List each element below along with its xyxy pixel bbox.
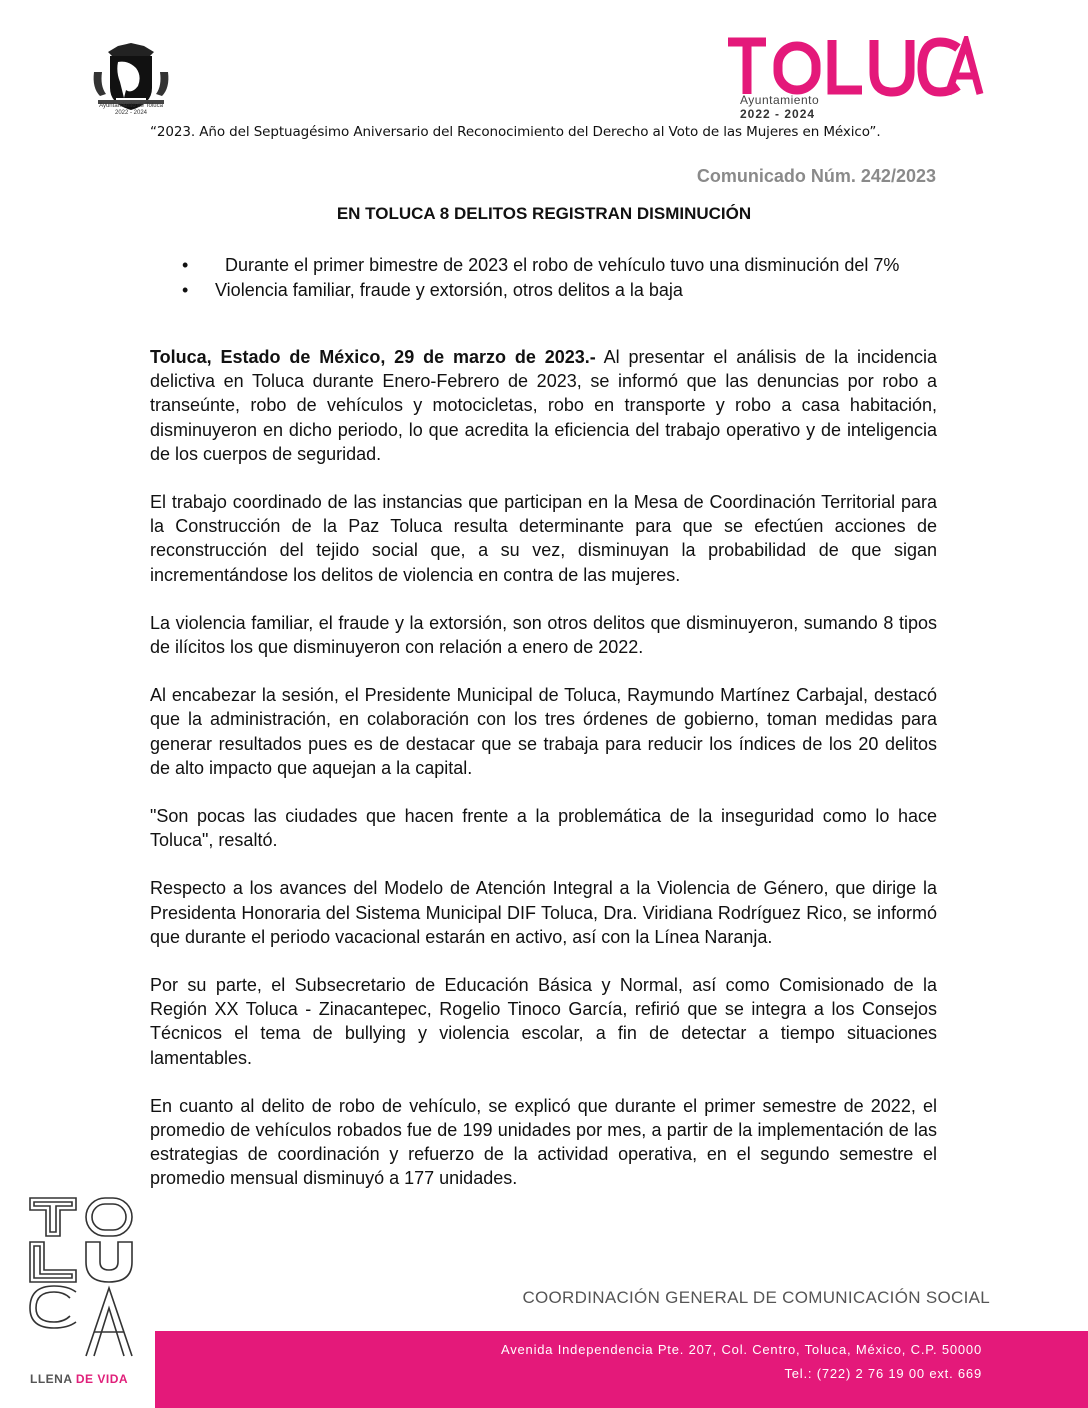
toluca-logo xyxy=(722,36,984,98)
bullet-list xyxy=(150,254,940,304)
communique-number: Comunicado Núm. 242/2023 xyxy=(696,166,936,186)
ayuntamiento-years: 2022 - 2024 xyxy=(740,107,816,121)
bullet-item: • Durante el primer bimestre de 2023 el robo de vehículo tuvo una disminución del 7% xyxy=(150,254,940,276)
year-motto: “2023. Año del Septuagésimo Aniversario del Reconocimiento del Derecho al Voto de las Mujeres en México”. xyxy=(150,124,881,140)
toluca-side-logo xyxy=(28,1196,136,1358)
paragraph-2: El trabajo coordinado de las instancias que participan en la Mesa de Coordinación Territorial para la Construcción de la Paz Toluca resulta determinante para que se efectúen acciones de reconstrucción del tejido social que, a su vez, disminuyan la probabilidad de que sigan incrementándose los delitos de violencia en contra de las mujeres. xyxy=(150,492,937,585)
paragraph-3: La violencia familiar, el fraude y la extorsión, son otros delitos que disminuyeron, sumando 8 tipos de ilícitos los que disminuyeron con relación a enero de 2022. xyxy=(150,612,937,658)
dateline: Toluca, Estado de México, 29 de marzo de 2023.- xyxy=(150,347,596,367)
slogan-part2: DE VIDA xyxy=(75,1372,129,1386)
seal-caption-line2: 2022 - 2024 xyxy=(114,110,148,116)
seal-caption xyxy=(88,103,174,117)
footer-address: Avenida Independencia Pte. 207, Col. Centro, Toluca, México, C.P. 50000 xyxy=(500,1342,982,1357)
slogan-part1: LLENA xyxy=(30,1372,76,1386)
paragraph-8: En cuanto al delito de robo de vehículo, se explicó que durante el primer semestre de 2022, el promedio de vehículos robados fue de 199 unidades por mes, a partir de la implementación de las estrategias de coordinación y refuerzo de la actividad operativa, en el segundo semestre el promedio mensual disminuyó a 177 unidades. xyxy=(150,1095,937,1189)
paragraph-4: Al encabezar la sesión, el Presidente Municipal de Toluca, Raymundo Martínez Carbajal, destacó que la administración, en colaboración con los tres órdenes de gobierno, toman medidas para generar resultados pues es de destacar que se trabaja para reducir los índices de los 20 delitos de alto impacto que aquejan a la capital. xyxy=(150,685,937,778)
footer-phone: Tel.: (722) 2 76 19 00 ext. 669 xyxy=(784,1366,982,1381)
bullet-item: • Violencia familiar, fraude y extorsión, otros delitos a la baja xyxy=(150,279,940,301)
slogan xyxy=(30,1372,128,1386)
paragraph-6: Respecto a los avances del Modelo de Atención Integral a la Violencia de Género, que dirige la Presidenta Honoraria del Sistema Municipal DIF Toluca, Dra. Viridiana Rodríguez Rico, se informó que durante el periodo vacacional estarán en activo, así con la Línea Naranja. xyxy=(150,878,937,947)
logo-text: TOLUCA xyxy=(722,36,727,37)
coordination-label: COORDINACIÓN GENERAL DE COMUNICACIÓN SOCIAL xyxy=(522,1288,990,1307)
side-logo-text: TOLUCA xyxy=(28,1196,33,1197)
paragraph-5: "Son pocas las ciudades que hacen frente a la problemática de la inseguridad como lo hace Toluca", resaltó. xyxy=(150,806,937,851)
ayuntamiento-label: Ayuntamiento xyxy=(740,93,820,107)
paragraph-7: Por su parte, el Subsecretario de Educación Básica y Normal, así como Comisionado de la Región XX Toluca - Zinacantepec, Rogelio Tinoco García, refirió que se integra a los Consejos Técnicos el tema de bullying y violencia escolar, a fin de detectar a tiempo situaciones lamentables. xyxy=(150,975,937,1068)
paragraph-1-text: Al presentar el análisis de la incidencia delictiva en Toluca durante Enero-Febrero de 2023, se informó que las denuncias por robo a transeúnte, robo de vehículos y motocicletas, robo en transporte y robo a casa habitación, disminuyeron en dicho periodo, lo que acredita la eficiencia del trabajo operativo y de inteligencia de los cuerpos de seguridad. xyxy=(150,347,937,464)
seal-caption-line1: Ayuntamiento de Toluca xyxy=(99,103,163,109)
article-body xyxy=(150,345,937,1215)
headline: EN TOLUCA 8 DELITOS REGISTRAN DISMINUCIÓN xyxy=(336,204,752,223)
paragraph-1 xyxy=(150,345,937,466)
